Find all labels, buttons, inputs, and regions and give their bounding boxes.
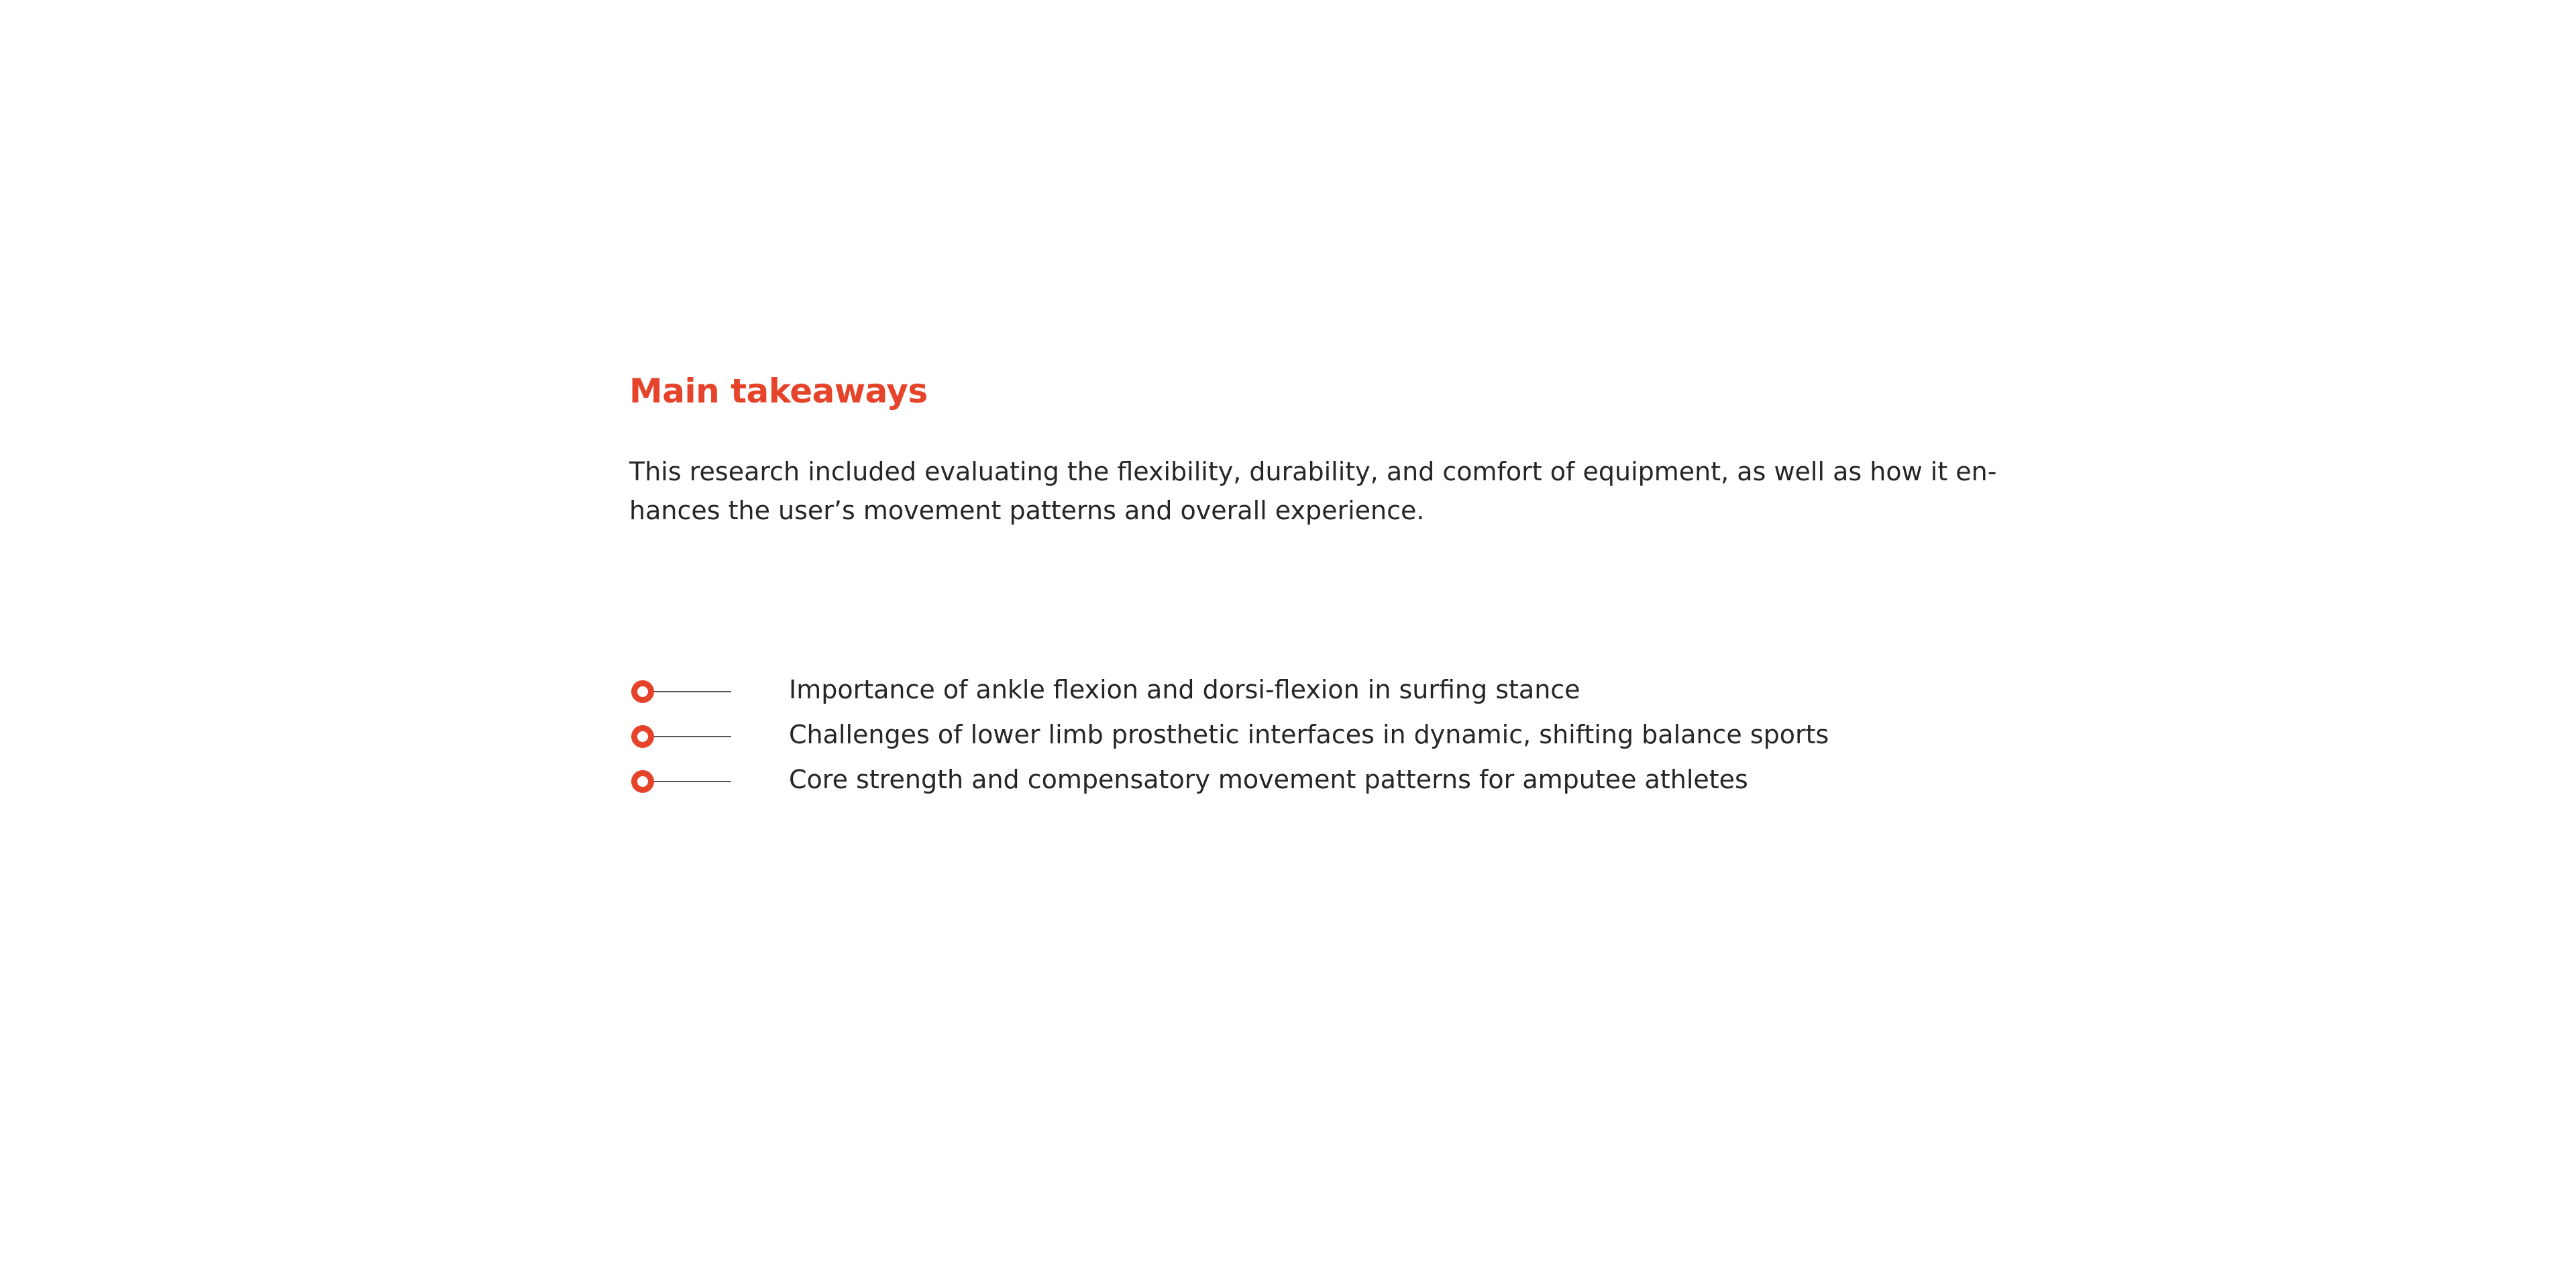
takeaway-item xyxy=(629,669,2105,714)
takeaway-text: Importance of ankle flexion and dorsi-flexion in surfing stance xyxy=(789,675,1580,704)
connector-line xyxy=(651,736,731,737)
takeaway-text: Core strength and compensatory movement patterns for amputee athletes xyxy=(789,765,1748,794)
circle-ring-icon xyxy=(631,680,654,703)
intro-line-2: hances the user’s movement patterns and overall experience. xyxy=(629,496,1425,525)
circle-ring-icon xyxy=(631,725,654,748)
takeaway-list xyxy=(629,669,2105,804)
takeaway-item xyxy=(629,714,2105,759)
connector-line xyxy=(651,781,731,782)
circle-ring-icon xyxy=(631,770,654,793)
intro-line-1: This research included evaluating the flexibility, durability, and comfort of equipment, as well as how it en- xyxy=(629,457,1997,486)
section-title: Main takeaways xyxy=(629,372,928,411)
connector-line xyxy=(651,691,731,692)
intro-paragraph xyxy=(629,452,1998,530)
takeaway-text: Challenges of lower limb prosthetic interfaces in dynamic, shifting balance sports xyxy=(789,720,1829,749)
takeaway-item xyxy=(629,759,2105,804)
